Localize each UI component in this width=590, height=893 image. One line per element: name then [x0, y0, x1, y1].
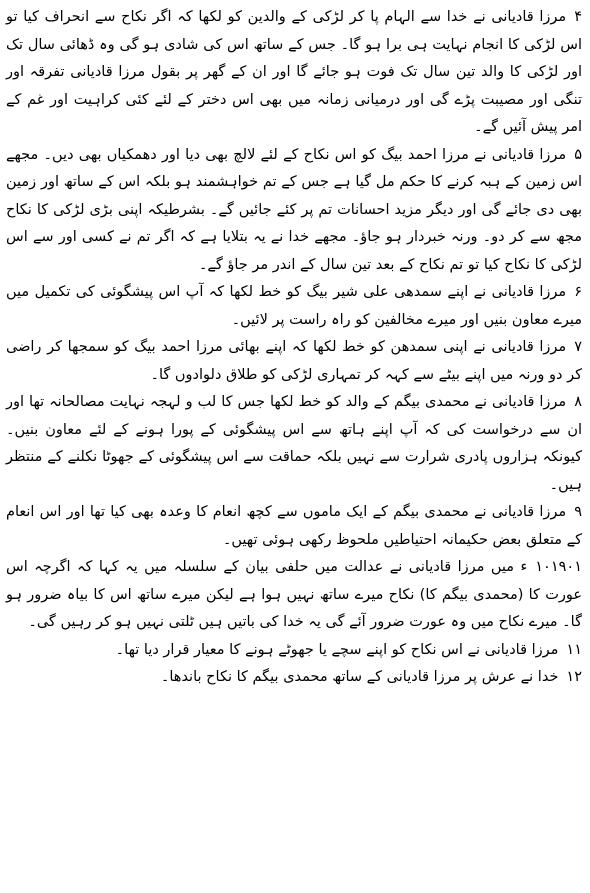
item-8	[6, 389, 582, 499]
item-12	[6, 664, 582, 692]
item-number: ۱۰	[535, 559, 551, 575]
item-number: ۱۱	[566, 641, 582, 658]
item-7	[6, 334, 582, 389]
item-text: مرزا قادیانی نے اس نکاح کو اپنے سچے یا جھوٹے ہونے کا معیار قرار دیا تھا۔	[115, 641, 559, 658]
item-text: مرزا قادیانی نے مرزا احمد بیگ کو اس نکاح کے لئے لالچ بھی دیا اور دھمکیاں بھی دیں۔ مجھے اس زمین کے ہبہ کرنے کا حکم مل گیا ہے جس کے تم خواہشمند ہو بلکہ اس کے ساتھ اور زمین بھی دی جائے گی اور دیگر مزید احسانات تم پر کئے جائیں گے۔ بشرطیکہ اپنی بڑی لڑکی کا نکاح مجھ سے کر دو۔ ورنہ خبردار ہو جاؤ۔ مجھے خدا نے یہ بتلایا ہے کہ اگر تم نے کسی اور سے اس لڑکی کا نکاح کیا تو تم نکاح کے بعد تین سال کے اندر مر جاؤ گے۔	[6, 146, 582, 273]
item-text: ۱۹۰۱ء میں مرزا قادیانی نے عدالت میں حلفی بیان کے سلسلہ میں یہ کہا کہ اگرچہ اس عورت کا (محمدی بیگم کا) نکاح میرے ساتھ نہیں ہوا ہے لیکن میرے ساتھ اس کا بیاہ ضرور ہو گا۔ میرے نکاح میں وہ عورت ضرور آئے گی یہ خدا کی باتیں ہیں ٹلتی نہیں ہو کر رہیں گی۔	[6, 559, 582, 630]
item-number: ۱۲	[566, 669, 582, 685]
item-text: مرزا قادیانی نے اپنی سمدھن کو خط لکھا کہ اپنے بھائی مرزا احمد بیگ کو سمجھا کر راضی کر دو ورنہ میں اپنے بیٹے سے کہہ کر تمہاری لڑکی کو طلاق دلوادوں گا۔	[6, 339, 582, 383]
item-6	[6, 279, 582, 334]
item-text: مرزا قادیانی نے محمدی بیگم کے والد کو خط لکھا جس کا لب و لہجہ نہایت مصالحانہ تھا اور ان سے درخواست کی کہ آپ اپنے ہاتھ سے اس پیشگوئی کے پورا ہونے کے لئے معاون بنیں۔ کیونکہ ہزاروں پادری شرارت سے نہیں بلکہ حماقت سے اس پیشگوئی کے جھوٹا نکلنے کے منتظر ہیں۔	[6, 394, 582, 493]
item-number: ۸	[574, 394, 582, 410]
item-4	[6, 4, 582, 142]
item-11	[6, 637, 582, 665]
item-text: مرزا قادیانی نے اپنے سمدھی علی شیر بیگ کو خط لکھا کہ آپ اس پیشگوئی کی تکمیل میں میرے معاون بنیں اور میرے مخالفین کو راہ راست پر لائیں۔	[6, 284, 582, 328]
item-number: ۵	[574, 146, 582, 163]
item-text: مرزا قادیانی نے محمدی بیگم کے ایک ماموں سے کچھ انعام کا وعدہ بھی کیا تھا اور اس انعام کے متعلق بعض حکیمانہ احتیاطیں ملحوظ رکھی ہوئی تھیں۔	[6, 504, 582, 548]
item-5	[6, 142, 582, 280]
item-10	[6, 554, 582, 637]
item-text: خدا نے عرش پر مرزا قادیانی کے ساتھ محمدی بیگم کا نکاح باندھا۔	[160, 669, 559, 685]
item-number: ۶	[574, 284, 582, 300]
item-number: ۷	[574, 339, 582, 355]
item-number: ۹	[574, 504, 582, 520]
item-text: مرزا قادیانی نے خدا سے الہام پا کر لڑکی کے والدین کو لکھا کہ اگر نکاح سے انحراف کیا تو اس لڑکی کا انجام نہایت ہی برا ہو گا۔ جس کے ساتھ اس کی شادی ہو گی وہ ڈھائی سال تک اور لڑکی کا والد تین سال تک فوت ہو جائے گا اور ان کے گھر پر بقول مرزا قادیانی تفرقہ اور تنگی اور مصیبت پڑے گی اور درمیانی زمانہ میں بھی اس دختر کے لئے کئی کراہیت اور غم کے امر پیش آئیں گے۔	[6, 9, 582, 135]
item-number: ۴	[574, 9, 582, 25]
item-9	[6, 499, 582, 554]
